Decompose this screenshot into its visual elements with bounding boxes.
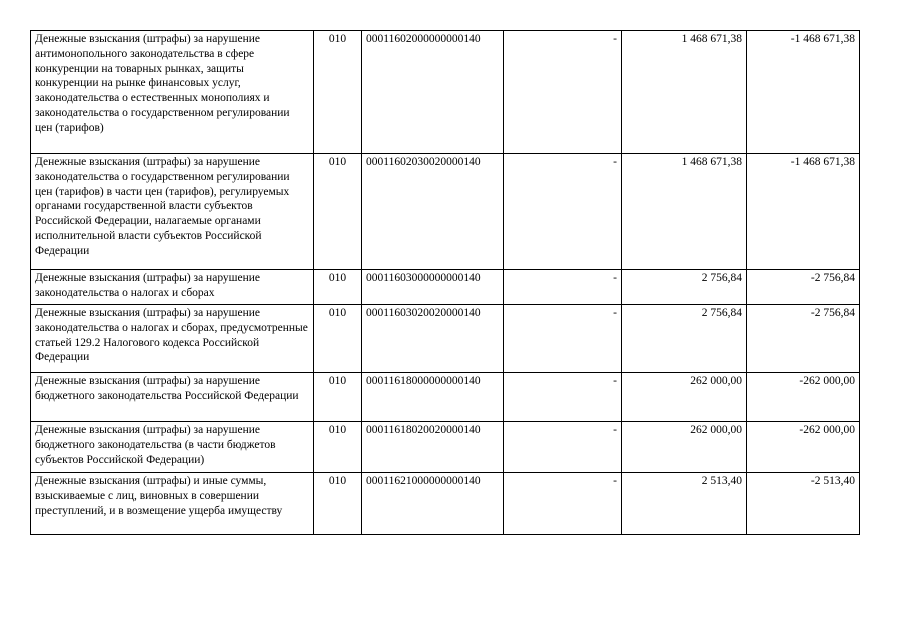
budget-classification-code-cell: 00011618000000000140 (362, 373, 504, 422)
income-name-cell: Денежные взыскания (штрафы) за нарушение законодательства о налогах и сборах, предусмотренные статьей 129.2 Налогового кодекса Российской Федерации (31, 305, 314, 373)
budget-classification-code-cell: 00011603020020000140 (362, 305, 504, 373)
table-row (31, 305, 860, 373)
budget-classification-code-cell: 00011602030020000140 (362, 154, 504, 270)
line-code-cell: 010 (314, 373, 362, 422)
approved-plan-cell: - (504, 373, 622, 422)
income-name-cell: Денежные взыскания (штрафы) за нарушение бюджетного законодательства (в части бюджетов субъектов Российской Федерации) (31, 422, 314, 473)
table-row (31, 154, 860, 270)
approved-plan-cell: - (504, 31, 622, 154)
unexecuted-amount-cell: -262 000,00 (747, 373, 860, 422)
executed-amount-cell: 2 756,84 (622, 305, 747, 373)
line-code-cell: 010 (314, 31, 362, 154)
executed-amount-cell: 2 756,84 (622, 270, 747, 305)
budget-classification-code-cell: 00011618020020000140 (362, 422, 504, 473)
income-name-cell: Денежные взыскания (штрафы) за нарушение законодательства о налогах и сборах (31, 270, 314, 305)
income-report-table (30, 30, 860, 535)
executed-amount-cell: 262 000,00 (622, 373, 747, 422)
approved-plan-cell: - (504, 305, 622, 373)
table-row (31, 422, 860, 473)
income-name-cell: Денежные взыскания (штрафы) за нарушение бюджетного законодательства Российской Федерации (31, 373, 314, 422)
table-row (31, 373, 860, 422)
line-code-cell: 010 (314, 473, 362, 535)
income-name-cell: Денежные взыскания (штрафы) и иные суммы, взыскиваемые с лиц, виновных в совершении преступлений, и в возмещение ущерба имуществу (31, 473, 314, 535)
approved-plan-cell: - (504, 154, 622, 270)
line-code-cell: 010 (314, 154, 362, 270)
approved-plan-cell: - (504, 473, 622, 535)
line-code-cell: 010 (314, 305, 362, 373)
executed-amount-cell: 1 468 671,38 (622, 154, 747, 270)
unexecuted-amount-cell: -262 000,00 (747, 422, 860, 473)
table-row (31, 270, 860, 305)
budget-classification-code-cell: 00011602000000000140 (362, 31, 504, 154)
line-code-cell: 010 (314, 422, 362, 473)
table-row (31, 31, 860, 154)
executed-amount-cell: 1 468 671,38 (622, 31, 747, 154)
table-row (31, 473, 860, 535)
income-name-cell: Денежные взыскания (штрафы) за нарушение антимонопольного законодательства в сфере конкуренции на товарных рынках, защиты конкуренции на рынке финансовых услуг, законодательства о естественных монополиях и законодательства о государственном регулировании цен (тарифов) (31, 31, 314, 154)
unexecuted-amount-cell: -1 468 671,38 (747, 31, 860, 154)
unexecuted-amount-cell: -2 756,84 (747, 305, 860, 373)
line-code-cell: 010 (314, 270, 362, 305)
unexecuted-amount-cell: -1 468 671,38 (747, 154, 860, 270)
executed-amount-cell: 2 513,40 (622, 473, 747, 535)
unexecuted-amount-cell: -2 513,40 (747, 473, 860, 535)
budget-classification-code-cell: 00011621000000000140 (362, 473, 504, 535)
income-name-cell: Денежные взыскания (штрафы) за нарушение законодательства о государственном регулировании цен (тарифов) в части цен (тарифов), регулируемых органами государственной власти субъектов Российской Федерации, налагаемые органами исполнительной власти субъектов Российской Федерации (31, 154, 314, 270)
unexecuted-amount-cell: -2 756,84 (747, 270, 860, 305)
budget-classification-code-cell: 00011603000000000140 (362, 270, 504, 305)
approved-plan-cell: - (504, 422, 622, 473)
approved-plan-cell: - (504, 270, 622, 305)
executed-amount-cell: 262 000,00 (622, 422, 747, 473)
